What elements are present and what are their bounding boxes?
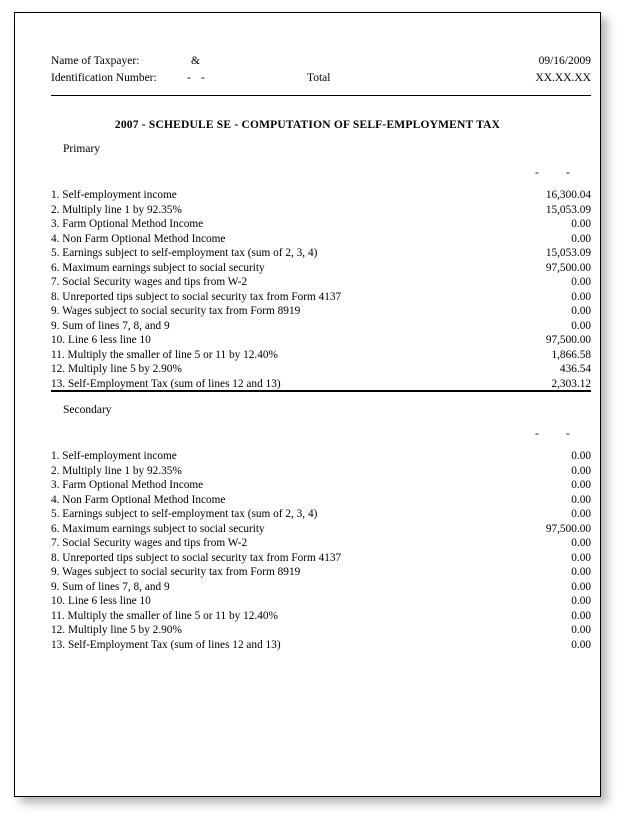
line-item-row — [51, 536, 591, 551]
line-item-value: 0.00 — [571, 609, 591, 622]
line-item-label: 11. Multiply the smaller of line 5 or 11 by 12.40% — [51, 348, 278, 361]
line-item-row — [51, 522, 591, 537]
header-divider-rule — [51, 95, 591, 96]
line-item-label: 7. Social Security wages and tips from W-2 — [51, 537, 248, 549]
line-item-row — [51, 304, 591, 319]
line-item-value: 0.00 — [571, 319, 591, 332]
line-item-row — [51, 565, 591, 580]
line-item-value: 15,053.09 — [545, 203, 591, 216]
line-item-row — [51, 594, 591, 609]
taxpayer-name-label: Name of Taxpayer: — [51, 55, 140, 67]
line-item-label: 3. Farm Optional Method Income — [51, 218, 204, 230]
line-item-label: 5. Earnings subject to self-employment tax (sum of 2, 3, 4) — [51, 247, 318, 259]
line-item-value: 0.00 — [571, 276, 591, 288]
line-item-value: 1,866.58 — [551, 348, 591, 361]
line-item-label: 7. Social Security wages and tips from W-2 — [51, 276, 248, 288]
section-secondary-column-markers — [51, 426, 591, 442]
column-marker-dash-1: - — [535, 167, 539, 179]
line-item-label: 11. Multiply the smaller of line 5 or 11 by 12.40% — [51, 609, 278, 622]
line-item-label: 6. Maximum earnings subject to social security — [51, 261, 265, 274]
line-item-label: 13. Self-Employment Tax (sum of lines 12 and 13) — [51, 377, 281, 390]
line-item-row — [51, 261, 591, 276]
line-item-value: 16,300.04 — [545, 189, 591, 201]
document-page — [14, 12, 601, 797]
line-item-value: 0.00 — [571, 232, 591, 245]
line-item-row — [51, 333, 591, 348]
line-item-label: 1. Self-employment income — [51, 189, 177, 201]
line-item-label: 9. Sum of lines 7, 8, and 9 — [51, 580, 170, 593]
line-item-value: 2,303.12 — [551, 377, 591, 390]
line-item-row — [51, 464, 591, 479]
line-item-value: 0.00 — [571, 508, 591, 520]
identification-number-dash-2: - — [201, 72, 205, 84]
line-item-value: 0.00 — [571, 464, 591, 477]
taxpayer-name-value: & — [191, 55, 200, 67]
line-item-label: 2. Multiply line 1 by 92.35% — [51, 203, 182, 216]
line-item-value: 0.00 — [571, 305, 591, 317]
section-secondary-lines — [51, 449, 591, 652]
line-item-label: 12. Multiply line 5 by 2.90% — [51, 363, 182, 375]
section-primary-lines — [51, 188, 591, 391]
line-item-row — [51, 507, 591, 522]
line-item-row — [51, 580, 591, 595]
line-item-row — [51, 478, 591, 493]
line-item-row — [51, 493, 591, 508]
line-item-row — [51, 246, 591, 261]
column-marker-dash-1: - — [535, 428, 539, 440]
line-item-value: 0.00 — [571, 479, 591, 491]
total-value: XX.XX.XX — [535, 72, 591, 84]
line-item-value: 15,053.09 — [545, 247, 591, 259]
line-item-label: 8. Unreported tips subject to social security tax from Form 4137 — [51, 290, 342, 303]
identification-number-label: Identification Number: — [51, 72, 157, 84]
line-item-row — [51, 623, 591, 638]
line-item-label: 10. Line 6 less line 10 — [51, 334, 151, 346]
taxpayer-name-row — [51, 53, 591, 70]
line-item-label: 9. Sum of lines 7, 8, and 9 — [51, 319, 170, 332]
line-item-label: 2. Multiply line 1 by 92.35% — [51, 464, 182, 477]
page-title: 2007 - SCHEDULE SE - COMPUTATION OF SELF-EMPLOYMENT TAX — [114, 119, 501, 131]
line-item-row — [51, 203, 591, 218]
line-item-row — [51, 449, 591, 464]
line-item-value: 97,500.00 — [545, 261, 591, 274]
section-secondary-heading: Secondary — [63, 404, 112, 416]
line-item-value: 0.00 — [571, 493, 591, 506]
identification-number-row — [51, 70, 591, 87]
document-header — [51, 53, 591, 87]
line-item-value: 0.00 — [571, 218, 591, 230]
line-item-label: 8. Unreported tips subject to social security tax from Form 4137 — [51, 551, 342, 564]
line-item-label: 6. Maximum earnings subject to social security — [51, 522, 265, 535]
line-item-label: 10. Line 6 less line 10 — [51, 595, 151, 607]
line-item-row — [51, 638, 591, 653]
line-item-row — [51, 290, 591, 305]
line-item-value: 0.00 — [571, 638, 591, 651]
identification-number-dash-1: - — [187, 72, 191, 84]
line-item-label: 4. Non Farm Optional Method Income — [51, 493, 226, 506]
line-item-value: 0.00 — [571, 580, 591, 593]
line-item-label: 5. Earnings subject to self-employment tax (sum of 2, 3, 4) — [51, 508, 318, 520]
line-item-row — [51, 609, 591, 624]
line-item-label: 9. Wages subject to social security tax from Form 8919 — [51, 566, 301, 578]
line-item-row — [51, 319, 591, 334]
line-item-label: 12. Multiply line 5 by 2.90% — [51, 624, 182, 636]
line-item-row — [51, 348, 591, 363]
line-item-label: 3. Farm Optional Method Income — [51, 479, 204, 491]
line-item-value: 0.00 — [571, 566, 591, 578]
section-primary — [51, 141, 591, 391]
line-item-row — [51, 551, 591, 566]
section-secondary — [51, 402, 591, 652]
line-item-value: 0.00 — [571, 537, 591, 549]
line-item-value: 97,500.00 — [545, 334, 591, 346]
line-item-row — [51, 188, 591, 203]
section-divider-rule — [51, 390, 591, 392]
line-item-value: 0.00 — [571, 450, 591, 462]
column-marker-dash-2: - — [566, 428, 570, 440]
line-item-row — [51, 217, 591, 232]
line-item-label: 4. Non Farm Optional Method Income — [51, 232, 226, 245]
line-item-value: 0.00 — [571, 624, 591, 636]
line-item-label: 9. Wages subject to social security tax from Form 8919 — [51, 305, 301, 317]
section-primary-column-markers — [51, 165, 591, 181]
column-marker-dash-2: - — [566, 167, 570, 179]
line-item-value: 436.54 — [559, 363, 591, 375]
line-item-row — [51, 362, 591, 377]
section-primary-heading: Primary — [63, 143, 101, 155]
line-item-value: 97,500.00 — [545, 522, 591, 535]
line-item-value: 0.00 — [571, 595, 591, 607]
document-date: 09/16/2009 — [538, 55, 591, 67]
line-item-row — [51, 275, 591, 290]
line-item-label: 1. Self-employment income — [51, 450, 177, 462]
line-item-label: 13. Self-Employment Tax (sum of lines 12 and 13) — [51, 638, 281, 651]
line-item-row — [51, 232, 591, 247]
line-item-row — [51, 377, 591, 392]
total-label: Total — [307, 72, 331, 84]
line-item-value: 0.00 — [571, 551, 591, 564]
line-item-value: 0.00 — [571, 290, 591, 303]
